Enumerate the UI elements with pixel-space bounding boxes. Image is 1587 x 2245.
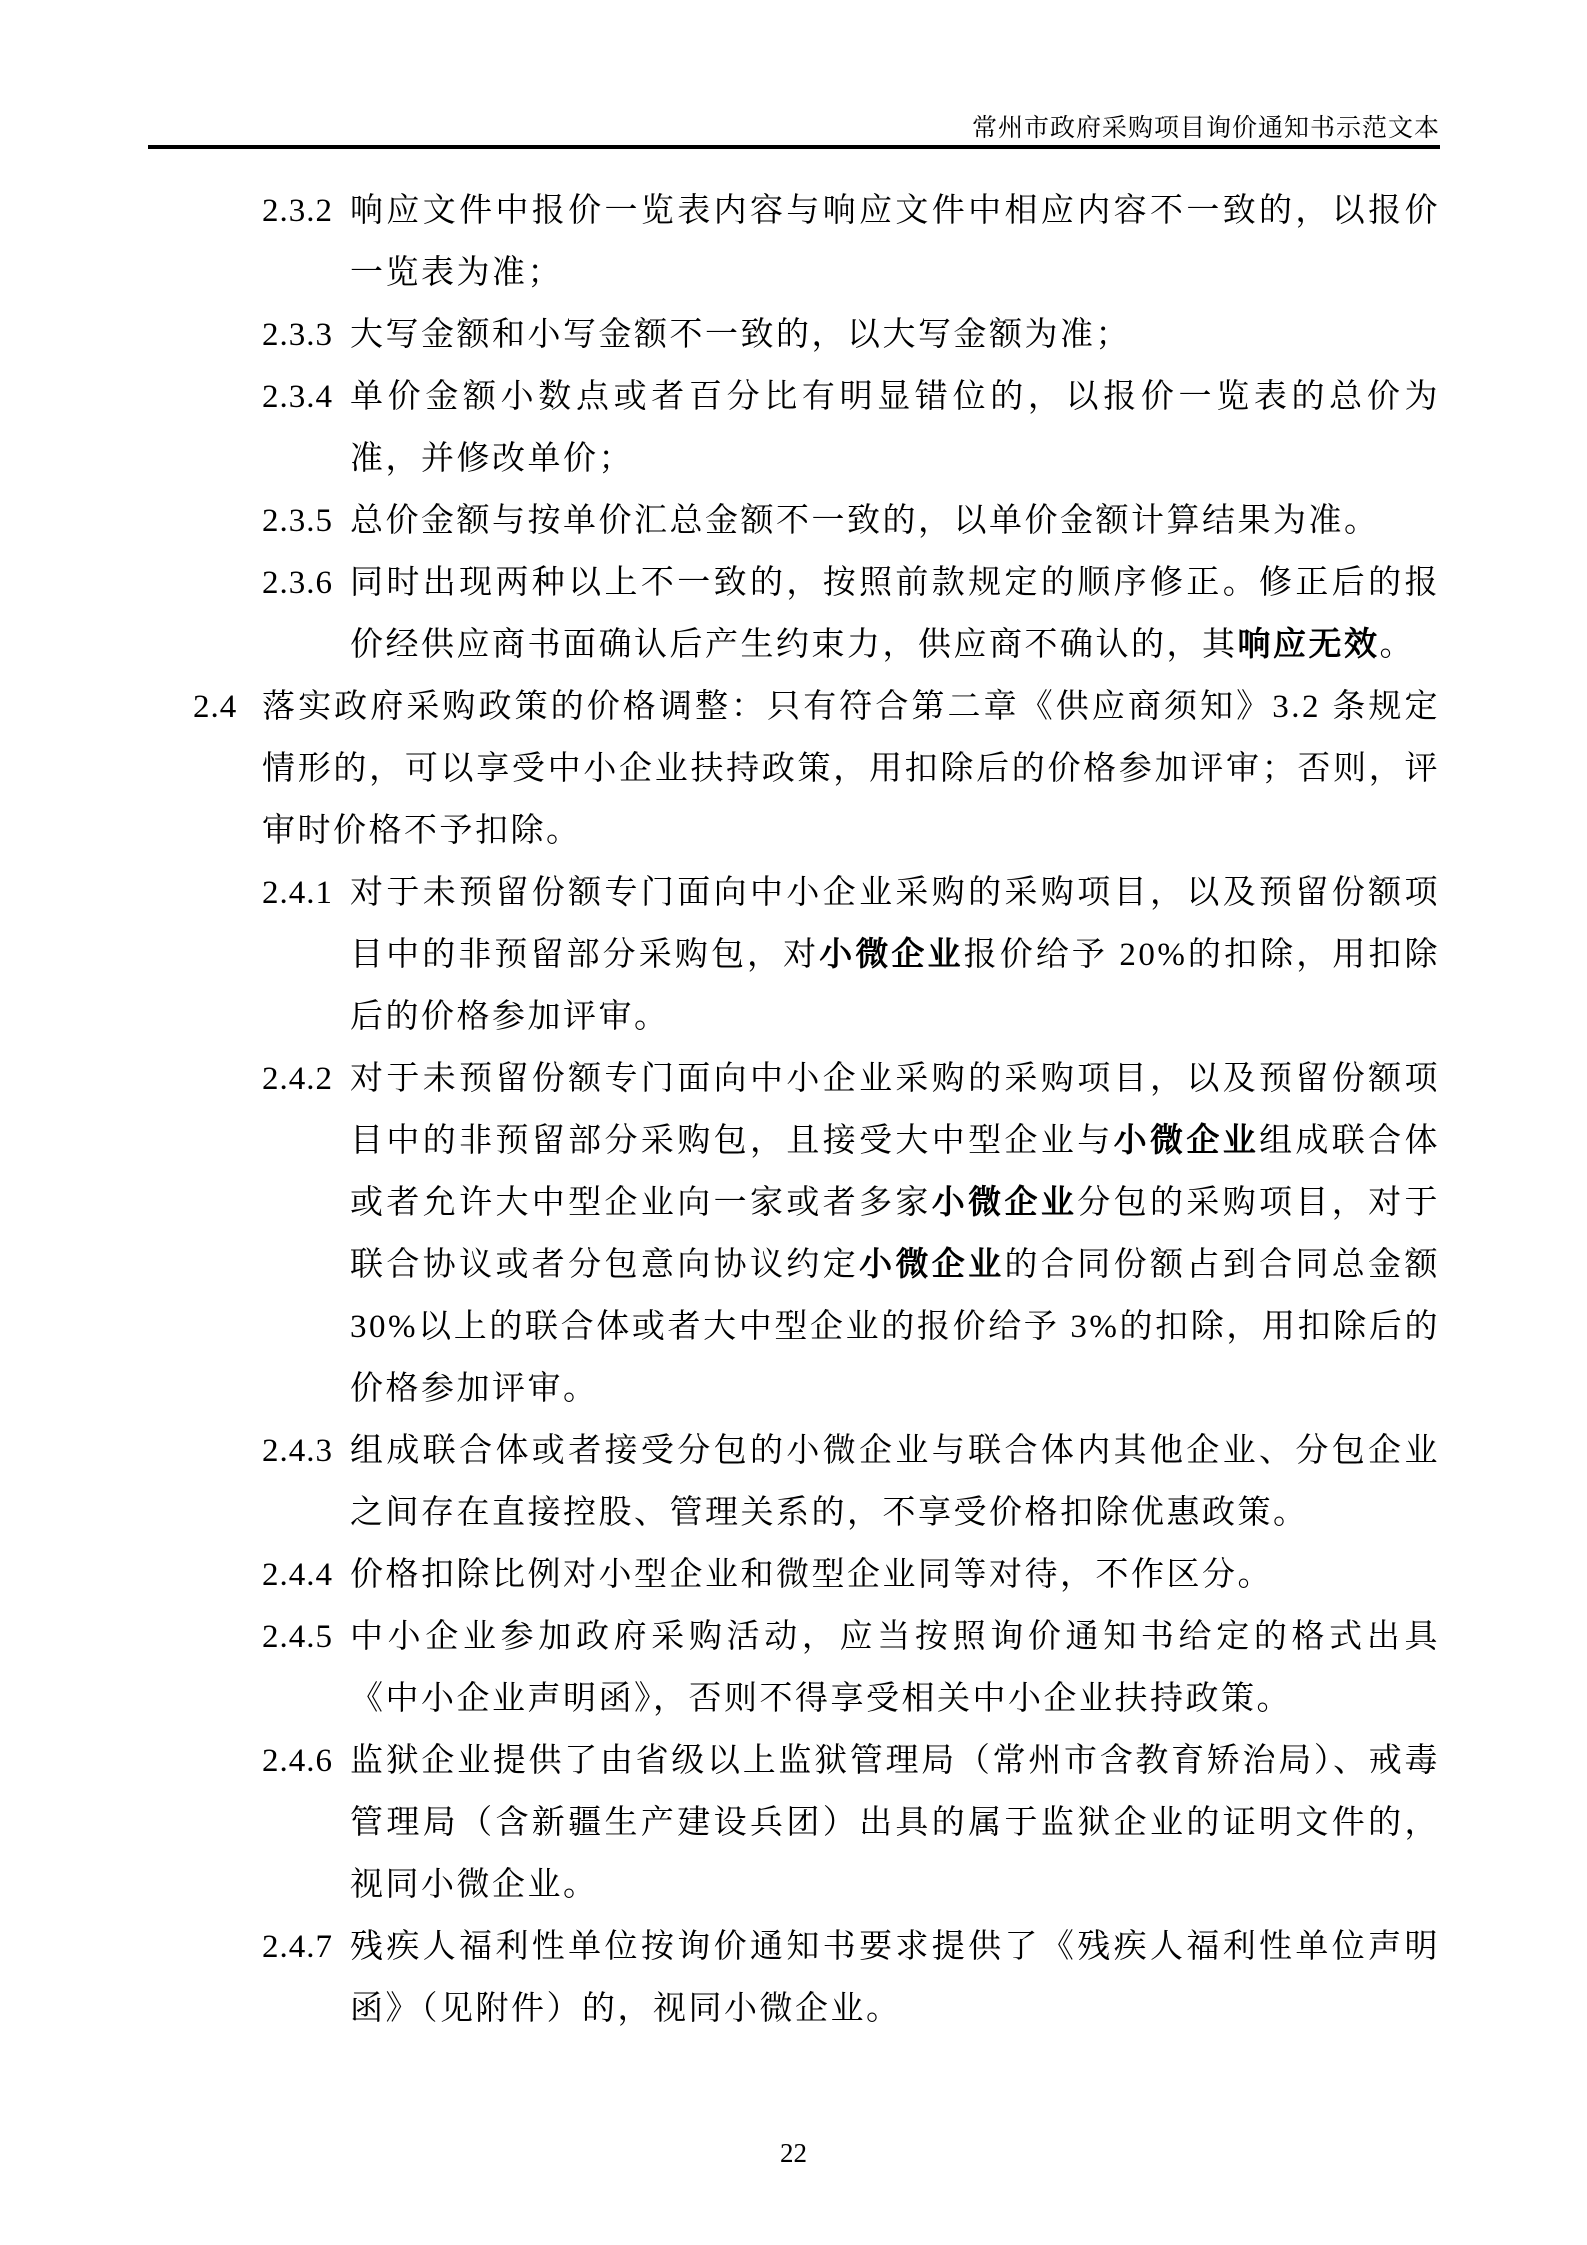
section-number: 2.3.3 bbox=[262, 317, 333, 353]
section-text: 监狱企业提供了由省级以上监狱管理局（常州市含教育矫治局）、戒毒管理局（含新疆生产建设兵团）出具的属于监狱企业的证明文件的，视同小微企业。 bbox=[350, 1743, 1440, 1903]
section-text: 同时出现两种以上不一致的，按照前款规定的顺序修正。修正后的报价经供应商书面确认后产生约束力，供应商不确认的，其响应无效。 bbox=[350, 565, 1440, 663]
section-item bbox=[0, 366, 1587, 490]
section-item bbox=[0, 676, 1587, 862]
section-number: 2.4.7 bbox=[262, 1929, 333, 1965]
section-item bbox=[0, 1420, 1587, 1544]
page-header: 常州市政府采购项目询价通知书示范文本 bbox=[971, 115, 1440, 142]
section-number: 2.4.3 bbox=[262, 1433, 333, 1469]
section-number: 2.4.1 bbox=[262, 875, 333, 911]
section-number: 2.4.6 bbox=[262, 1743, 333, 1779]
document-body bbox=[0, 180, 1587, 2040]
section-text: 残疾人福利性单位按询价通知书要求提供了《残疾人福利性单位声明函》（见附件）的，视同小微企业。 bbox=[350, 1929, 1440, 2027]
section-number: 2.4.5 bbox=[262, 1619, 333, 1655]
section-number: 2.3.6 bbox=[262, 565, 333, 601]
section-number: 2.3.4 bbox=[262, 379, 333, 415]
section-item bbox=[0, 304, 1587, 366]
section-number: 2.3.2 bbox=[262, 193, 333, 229]
section-number: 2.4.4 bbox=[262, 1557, 333, 1593]
section-number: 2.4 bbox=[193, 689, 238, 725]
section-item bbox=[0, 1606, 1587, 1730]
section-text: 中小企业参加政府采购活动，应当按照询价通知书给定的格式出具《中小企业声明函》，否则不得享受相关中小企业扶持政策。 bbox=[350, 1619, 1440, 1717]
page-number: 22 bbox=[780, 2138, 807, 2168]
section-item bbox=[0, 1730, 1587, 1916]
section-item bbox=[0, 1544, 1587, 1606]
section-text: 组成联合体或者接受分包的小微企业与联合体内其他企业、分包企业之间存在直接控股、管理关系的，不享受价格扣除优惠政策。 bbox=[350, 1433, 1440, 1531]
header-rule bbox=[148, 145, 1440, 149]
section-text: 总价金额与按单价汇总金额不一致的，以单价金额计算结果为准。 bbox=[350, 503, 1380, 539]
section-item bbox=[0, 552, 1587, 676]
section-text: 对于未预留份额专门面向中小企业采购的采购项目，以及预留份额项目中的非预留部分采购包，对小微企业报价给予 20%的扣除，用扣除后的价格参加评审。 bbox=[350, 875, 1441, 1035]
section-item bbox=[0, 862, 1587, 1048]
section-text: 大写金额和小写金额不一致的，以大写金额为准； bbox=[350, 317, 1131, 353]
section-item bbox=[0, 180, 1587, 304]
section-number: 2.3.5 bbox=[262, 503, 333, 539]
section-item bbox=[0, 1048, 1587, 1420]
section-text: 单价金额小数点或者百分比有明显错位的，以报价一览表的总价为准，并修改单价； bbox=[350, 379, 1440, 477]
section-item bbox=[0, 1916, 1587, 2040]
section-text: 落实政府采购政策的价格调整：只有符合第二章《供应商须知》3.2 条规定情形的，可以享受中小企业扶持政策，用扣除后的价格参加评审；否则，评审时价格不予扣除。 bbox=[262, 689, 1440, 849]
section-text: 对于未预留份额专门面向中小企业采购的采购项目，以及预留份额项目中的非预留部分采购包，且接受大中型企业与小微企业组成联合体或者允许大中型企业向一家或者多家小微企业分包的采购项目，对于联合协议或者分包意向协议约定小微企业的合同份额占到合同总金额 30%以上的联合体或者大中型企业的报价给予 3%的扣除，用扣除后的价格参加评审。 bbox=[350, 1061, 1441, 1407]
section-text: 响应文件中报价一览表内容与响应文件中相应内容不一致的，以报价一览表为准； bbox=[350, 193, 1440, 291]
section-number: 2.4.2 bbox=[262, 1061, 333, 1097]
section-text: 价格扣除比例对小型企业和微型企业同等对待，不作区分。 bbox=[350, 1557, 1273, 1593]
section-item bbox=[0, 490, 1587, 552]
